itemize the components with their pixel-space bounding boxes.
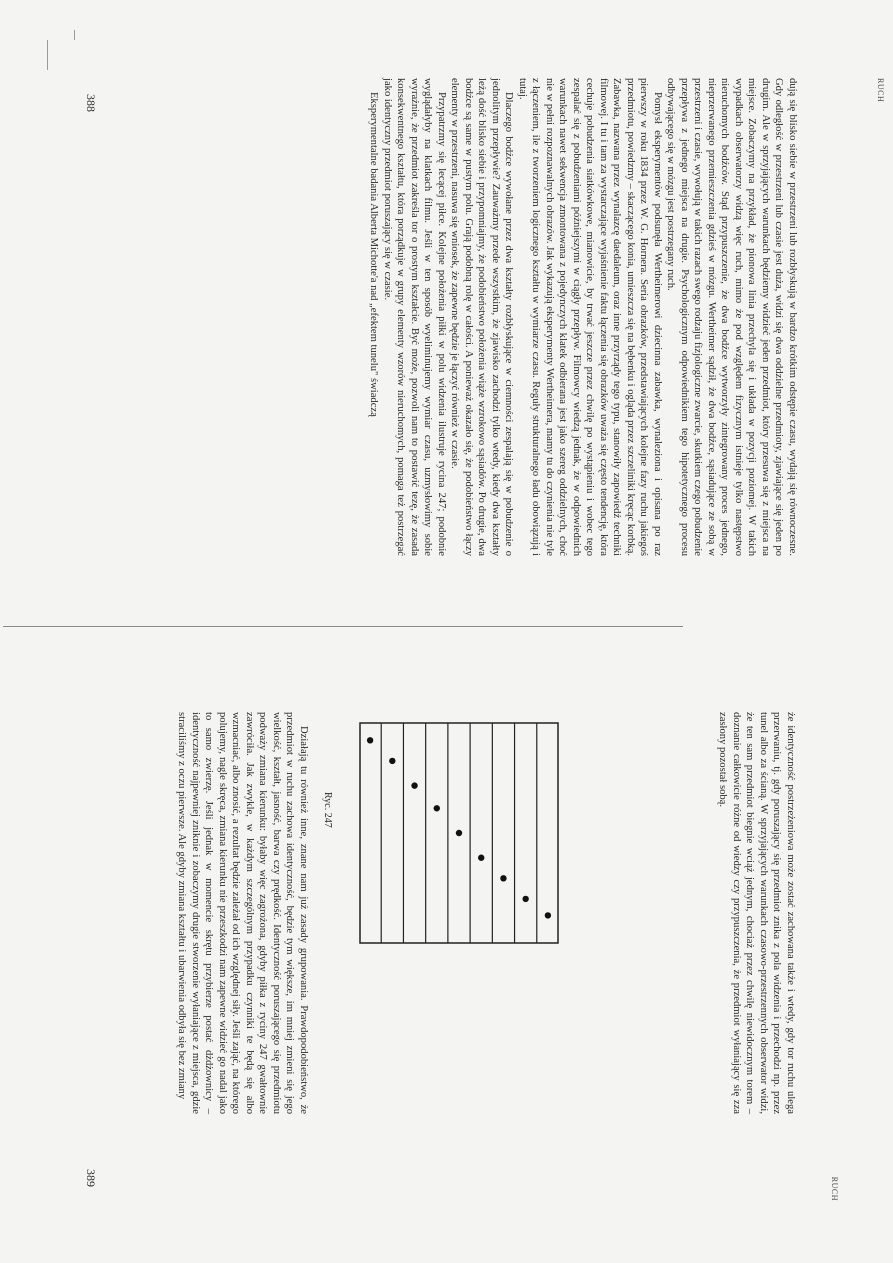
- left-page-text: [367, 78, 799, 556]
- right-page: [0, 632, 893, 1263]
- figure-247: [359, 722, 559, 944]
- figure-frames: [359, 722, 559, 944]
- right-page-text-bottom: [175, 712, 310, 1114]
- page-number: 388: [84, 94, 98, 112]
- paragraph: Eksperymentalne badania Alberta Michotte'a nad „efektem tunelu" świadczą: [368, 92, 380, 417]
- ball-position: [389, 758, 395, 764]
- paragraph: Dlaczego bodźce wywołane przez dwa kształty rozbłyskujące w ciemności zespalają się w pobudzenie o jednolitym przepływie? Zauważmy przede wszystkim, że zjawisko zachodzi tylko wtedy, kiedy dwa kształty leżą dość blisko siebie i przypomniajmy, że podobieństwo położenia wiąże wzrokowo sąsiadów. Po drugie, dwa bodźce są same w pustym polu. Grają podobną rolę w całości. A ponieważ okazało się, że podobieństwo łączy elementy w przestrzeni, nasuwa się wniosek, że zapewne będzie je łączyć również w czasie.: [449, 78, 515, 556]
- paragraph: Przypatrzmy się lecącej piłce. Kolejne położenia piłki w polu widzenia ilustruje rycina 247; podobnie wyglądałyby na klatkach filmu. Jeśli w ten sposób wyeliminujemy wymiar czasu, uzmysłowimy sobie wyraźnie, że przedmiot zakreśla tor o prostym kształcie. Być może, pozwoli nam to postawić tezę, że zasada konsekwentnego kształtu, która porządkuje w grupy elementy wzorów nieruchomych, pomaga też postrzegać jako identyczny przedmiot poruszający się w czasie.: [382, 78, 447, 556]
- ball-position: [456, 830, 462, 836]
- figure-caption: Ryc. 247: [322, 792, 333, 828]
- ball-position: [545, 912, 551, 918]
- page-number: 389: [84, 1169, 98, 1187]
- ball-position: [367, 737, 373, 743]
- ball-position: [434, 805, 440, 811]
- ball-position: [478, 855, 484, 861]
- ball-position: [522, 896, 528, 902]
- running-header: RUCH: [830, 1176, 839, 1201]
- ball-position: [411, 782, 417, 788]
- paragraph: że identyczność postrzeżeniowa może zostać zachowana także i wtedy, gdy tor ruchu ulega przerwaniu, tj. gdy poruszający się przedmiot znika z pola widzenia i przechodzi np. przez tunel albo za ścianą. W sprzyjających warunkach czasowo-przestrzennych obserwator widzi, że ten sam przedmiot biegnie wciąż jednym, chociaż przez chwilę niewidocznym torem – doznanie całkowicie różne od wiedzy czy przypuszczenia, że przedmiot wyłaniający się zza zasłony pozostał sobą.: [717, 712, 796, 1114]
- ball-position: [500, 875, 506, 881]
- right-page-text-top: [716, 712, 797, 1114]
- paragraph: dują się blisko siebie w przestrzeni lub rozbłyskują w bardzo krótkim odstępie czasu, wydają się równoczesne. Gdy odległość w przestrzeni lub czasie jest duża, widzi się dwa oddzielne przedmioty, zjawiające się jeden po drugim. Ale w sprzyjających warunkach będziemy widzieć jeden przedmiot, który przesuwa się z miejsca na miejsce. Zobaczymy na przykład, że pionowa linia przechyla się i układa w pozycji poziomej. W takich wypadkach obserwatorzy widzą więc ruch, mimo że pod względem fizycznym istnieje tylko następstwo nieruchomych bodźców. Stąd przypuszczenie, że dwa bodźce wytworzyły zintegrowany proces jednego, nieprzerwanego przemieszczenia gdzieś w mózgu. Wertheimer sądził, że dwa bodźce, sąsiadujące ze sobą w przestrzeni i czasie, wywołują w takich razach swego rodzaju fizjologiczne zwarcie, skutkiem czego pobudzenie przepływa z jednego miejsca na drugie. Psychologicznym odpowiednikiem tego hipotetycznego procesu odbywającego się w mózgu jest postrzegany ruch.: [665, 78, 798, 556]
- running-header: RUCH: [876, 78, 885, 103]
- paragraph: Pomysł eksperymentów podsunęła Wertheimerowi dziecinna zabawka, wynaleziona i opisana po raz pierwszy w roku 1834 przez W. G. Hornera. Seria obrazków, przedstawiających kolejne fazy ruchu jakiegoś przedmiotu, powiedzmy – skaczącego konia, umieszcza się na bębenku i ogląda przez szczeliniki kręcąc korbką. Zabawka, nazwana przez wynalazcę daedaleum, oraz inne przyrządy tego typu, stanowiły zapowiedź techniki filmowej. I tu i tam za wystarczające wyjaśnienie faktu łączenia się obrazków uważa się często tendencję, która cechuje pobudzenia siatkówkowe, mianowicie, by trwać jeszcze przez chwilę po wystąpieniu i wobec tego zespalać się z pobudzeniami późniejszymi w ciągły przepływ. Filmowcy wiedzą jednak, że w odpowiednich warunkach nawet sekwencja zmontowana z pojedynczych klatek odbierana jest jako szereg oddzielnych, choć nie w pełni rozpoznawalnych obrazów. Jak wykazują eksperymenty Wertheimera, mamy tu do czynienia nie tyle z łączeniem, ile z tworzeniem logicznego kształtu w wymiarze czasu. Reguły strukturalnego ładu obowiązują i tutaj.: [517, 78, 663, 556]
- paragraph: Działają tu również inne, znane nam już zasady grupowania. Prawdopodobieństwo, że przedmiot w ruchu zachowa identyczność, będzie tym większe, im mniej zmieni się jego wielkość, kształt, jasność, barwa czy prędkość. Identyczność poruszającego się przedmiotu podważy zmiana kierunku: byłaby więc zagrożona, gdyby piłka z ryciny 247 gwałtownie zawróciła. Jak zwykle, w każdym szczególnym przypadku czynniki te będą się albo wzmacniać, albo znosić, a rezultat będzie zależał od ich względnej siły. Jeśli zająć, na którego polujemy, nagle skręca, zmiana kierunku nie przeszkodzi nam zapewne widzieć go nadal jako to samo zwierzę. Jeśli jednak w momencie skrętu przybierze postać dżdżownicy – identyczność najpewniej zniknie i zobaczymy drugie stworzenie wyłaniające z miejsca, gdzie straciliśmy z oczu pierwsze. Ale gdyby zmiana kształtu i ubarwienia odbyła się bez zmiany: [176, 712, 309, 1114]
